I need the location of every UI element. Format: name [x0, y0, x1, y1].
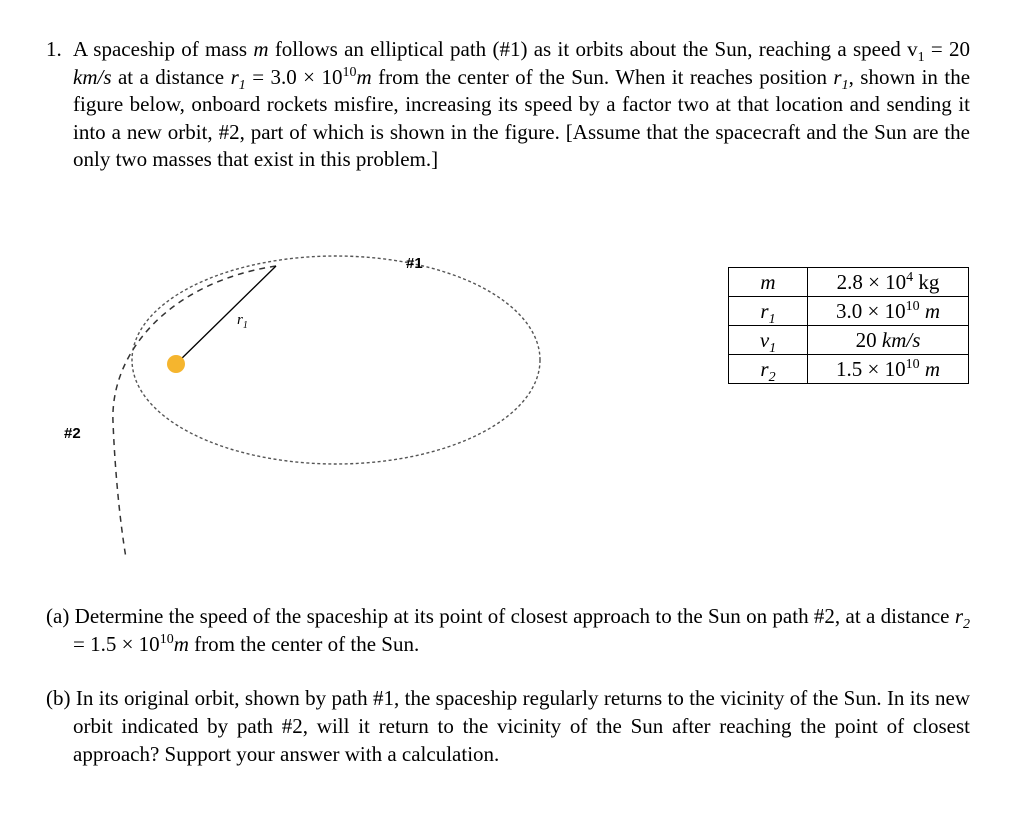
symbol-subscript: 1	[917, 50, 925, 66]
orbit-figure	[50, 242, 570, 562]
unit-kms: km/s	[73, 64, 112, 89]
problem-text: from the center of the Sun. When it reaches position	[371, 64, 834, 89]
value-unit: kg	[913, 270, 940, 294]
part-b-text: In its original orbit, shown by path #1, the spaceship regularly returns to the vicinity of the Sun. In its new orbit indicated by path #2, will it return to the vicinity of the Sun after reaching the point of closest approach? Support your answer with a calculation.	[70, 686, 970, 766]
symbol-subscript: 1	[769, 341, 777, 357]
value-mantissa: 3.0 × 10	[835, 299, 906, 323]
part-b	[46, 684, 970, 768]
value-exponent: 4	[906, 270, 914, 285]
exponent: 10	[342, 64, 357, 80]
given-value	[808, 326, 969, 355]
given-symbol	[729, 326, 808, 355]
sun-icon	[167, 355, 185, 373]
orbit-diagram	[50, 242, 570, 562]
problem-text: at a distance	[111, 64, 231, 89]
radius-r1-line	[176, 266, 276, 364]
given-value	[808, 297, 969, 326]
value-exponent: 10	[905, 357, 920, 372]
symbol-subscript: 1	[841, 77, 849, 93]
symbol-r1	[230, 64, 246, 93]
value-unit-italic: km/s	[881, 328, 921, 352]
label-path-2: #2	[64, 425, 81, 442]
unit-m: m	[173, 632, 189, 656]
given-row	[729, 268, 969, 297]
symbol-base: r	[760, 357, 769, 381]
given-value	[808, 355, 969, 384]
value-mantissa: 20	[855, 328, 882, 352]
exponent: 10	[159, 632, 174, 647]
unit-m: m	[356, 64, 372, 89]
orbit-path-2	[113, 266, 276, 558]
given-symbol	[729, 297, 808, 326]
value-exponent: 10	[905, 299, 920, 314]
symbol-subscript: 1	[238, 77, 246, 93]
symbol-subscript: 2	[963, 617, 970, 633]
part-a	[46, 602, 970, 658]
given-values-table	[728, 267, 969, 384]
given-symbol	[729, 355, 808, 384]
problem-text: , shown in the figure below, onboard rockets misfire, increasing its speed by a factor two at that location and sending it into a new orbit, #2, part of which is shown in the figure. [Assume that the spacecraft and the Sun are the only two masses that exist in this problem.]	[73, 64, 971, 172]
given-table-body	[729, 268, 969, 384]
symbol-subscript: 2	[768, 370, 776, 386]
part-a-label: (a)	[46, 604, 70, 628]
label-path-1: #1	[406, 255, 423, 272]
symbol-m: m	[253, 37, 269, 61]
label-r1	[237, 312, 248, 329]
symbol-base: r	[760, 299, 769, 323]
problem-body	[73, 36, 970, 174]
given-symbol	[729, 268, 808, 297]
given-row	[729, 297, 969, 326]
given-row	[729, 326, 969, 355]
symbol-base: v	[907, 37, 918, 61]
problem-text: = 3.0 × 10	[245, 64, 343, 89]
problem-text: follows an elliptical path (#1) as it orbits about the Sun, reaching a speed	[268, 37, 908, 61]
problem-statement	[46, 36, 970, 174]
value-unit-italic: m	[919, 357, 940, 381]
symbol-base: r	[237, 312, 243, 328]
part-a-text: = 1.5 × 10	[73, 632, 160, 656]
problem-text: A spaceship of mass	[73, 37, 254, 61]
given-row	[729, 355, 969, 384]
problem-text: = 20	[924, 37, 970, 61]
orbit-path-1	[132, 256, 540, 464]
problem-number: 1.	[46, 37, 62, 61]
given-value	[808, 268, 969, 297]
value-mantissa: 2.8 × 10	[836, 270, 907, 294]
value-mantissa: 1.5 × 10	[835, 357, 906, 381]
symbol-base: m	[760, 270, 776, 294]
part-b-label: (b)	[46, 686, 71, 710]
part-a-text: from the center of the Sun.	[188, 632, 420, 656]
symbol-r2	[954, 604, 970, 633]
symbol-base: r	[954, 604, 963, 628]
symbol-subscript: 1	[768, 312, 776, 328]
symbol-r1	[833, 64, 849, 93]
symbol-v1	[907, 37, 925, 66]
symbol-base: v	[759, 328, 770, 352]
part-a-text: Determine the speed of the spaceship at its point of closest approach to the Sun on path #2, at a distance	[69, 604, 955, 628]
symbol-base: r	[833, 64, 842, 89]
symbol-base: r	[230, 64, 239, 89]
value-unit-italic: m	[919, 299, 940, 323]
symbol-subscript: 1	[242, 320, 248, 331]
